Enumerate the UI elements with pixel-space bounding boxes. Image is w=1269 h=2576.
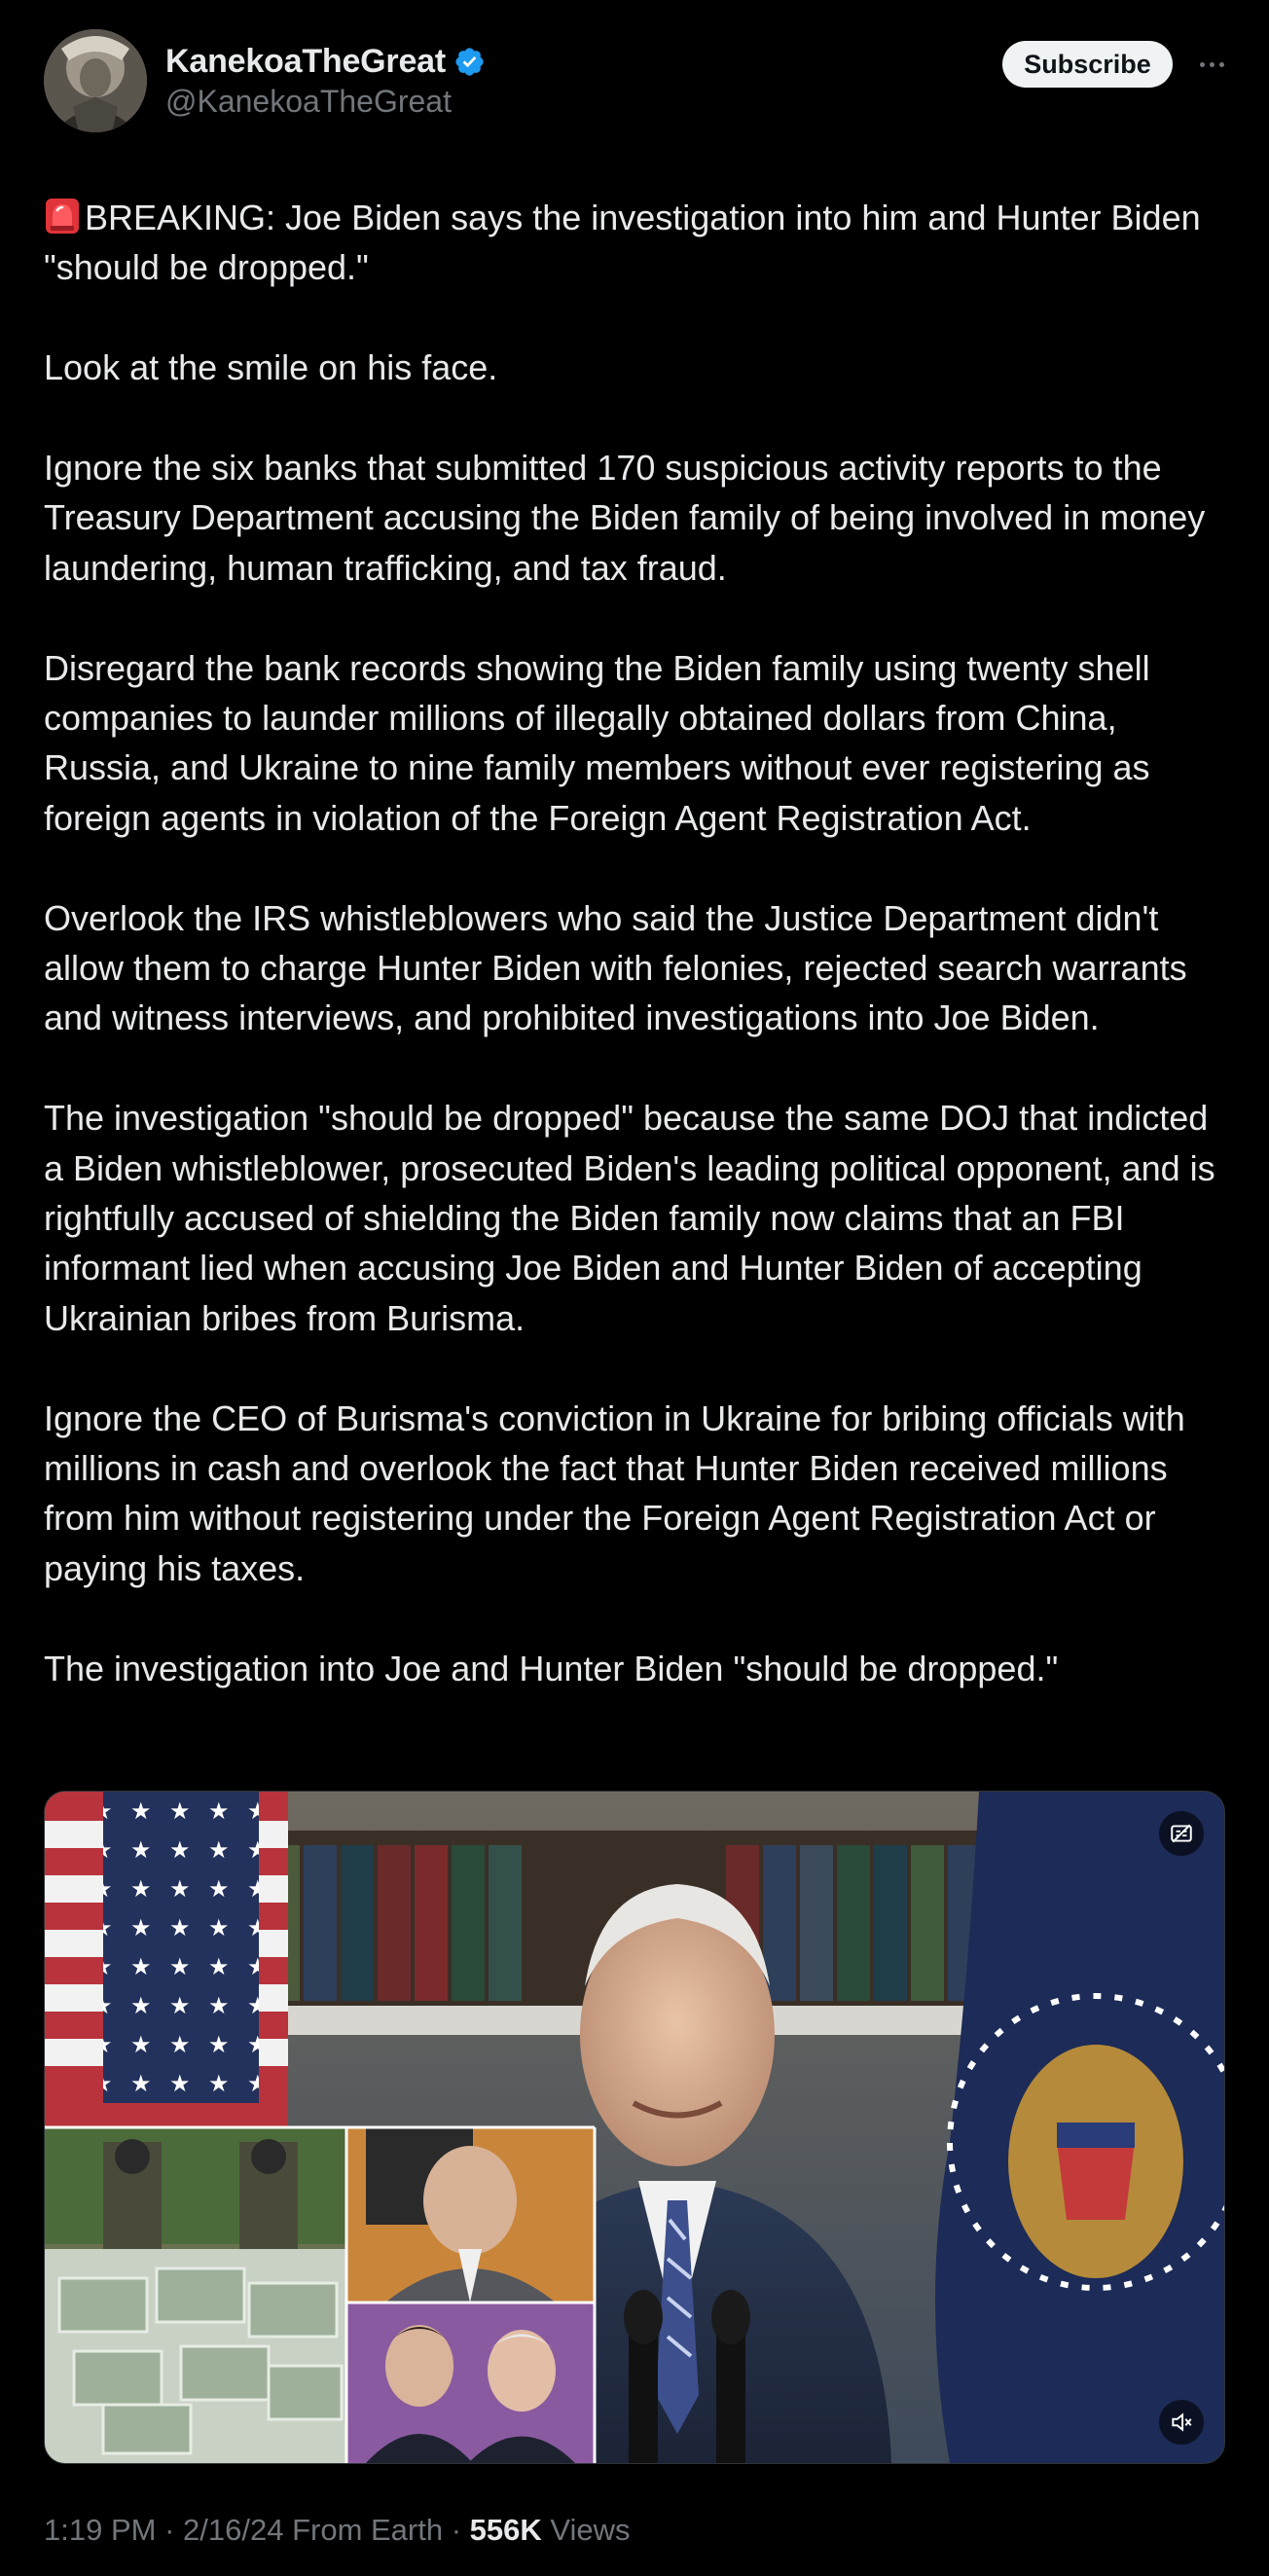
views-count[interactable]: 556K: [469, 2513, 542, 2547]
dot: [1200, 62, 1205, 67]
author-display-name[interactable]: KanekoaTheGreat: [165, 42, 446, 80]
post-paragraph: [44, 193, 1231, 293]
post-paragraph: The investigation into Joe and Hunter Biden "should be dropped.": [44, 1648, 1059, 1688]
captions-icon[interactable]: [1159, 1811, 1204, 1856]
post-paragraph: Ignore the six banks that submitted 170 suspicious activity reports to the Treasury Department accusing the Biden family of being involved in money laundering, human trafficking, and tax fraud.: [44, 448, 1206, 588]
separator: ·: [156, 2513, 184, 2547]
author-name-block: [165, 41, 486, 120]
separator: ·: [443, 2513, 470, 2547]
author-avatar[interactable]: [44, 29, 147, 132]
avatar-image: [44, 29, 147, 132]
dot: [1219, 62, 1224, 67]
video-player[interactable]: [44, 1791, 1225, 2464]
video-thumbnail: [45, 1792, 1224, 2463]
more-options-icon[interactable]: [1192, 47, 1231, 82]
post-paragraph: Look at the smile on his face.: [44, 347, 498, 388]
post-paragraph-text: BREAKING: Joe Biden says the investigation into him and Hunter Biden "should be dropped.": [44, 198, 1201, 288]
verified-badge-icon[interactable]: [453, 46, 486, 78]
volume-muted-icon[interactable]: [1159, 2400, 1204, 2445]
post-header: [44, 29, 1226, 136]
post-date[interactable]: 2/16/24: [183, 2513, 284, 2547]
post-text: [44, 193, 1231, 1743]
subscribe-button[interactable]: Subscribe: [1002, 41, 1173, 88]
post-paragraph: Overlook the IRS whistleblowers who said the Justice Department didn't allow them to charge Hunter Biden with felonies, rejected search warrants and witness interviews, and prohibited investigations into Joe Biden.: [44, 897, 1187, 1038]
author-handle[interactable]: @KanekoaTheGreat: [165, 84, 452, 119]
post-paragraph: Ignore the CEO of Burisma's conviction in Ukraine for bribing officials with millions in cash and overlook the fact that Hunter Biden received millions from him without registering under the Foreign Agent Registration Act or paying his taxes.: [44, 1397, 1185, 1588]
post-time[interactable]: 1:19 PM: [44, 2513, 157, 2547]
siren-icon: [44, 197, 81, 236]
post-metadata: [44, 2513, 631, 2548]
display-name-row: [165, 41, 486, 82]
post-source: From Earth: [283, 2513, 444, 2547]
post-paragraph: Disregard the bank records showing the Biden family using twenty shell companies to launder millions of illegally obtained dollars from China, Russia, and Ukraine to nine family members without ever registering as foreign agents in violation of the Foreign Agent Registration Act.: [44, 647, 1150, 838]
views-label: Views: [541, 2513, 631, 2547]
post-paragraph: The investigation "should be dropped" because the same DOJ that indicted a Biden whistleblower, prosecuted Biden's leading political opponent, and is rightfully accused of shielding the Biden family now claims that an FBI informant lied when accusing Joe Biden and Hunter Biden of accepting Ukrainian bribes from Burisma.: [44, 1098, 1215, 1338]
dot: [1210, 62, 1215, 67]
